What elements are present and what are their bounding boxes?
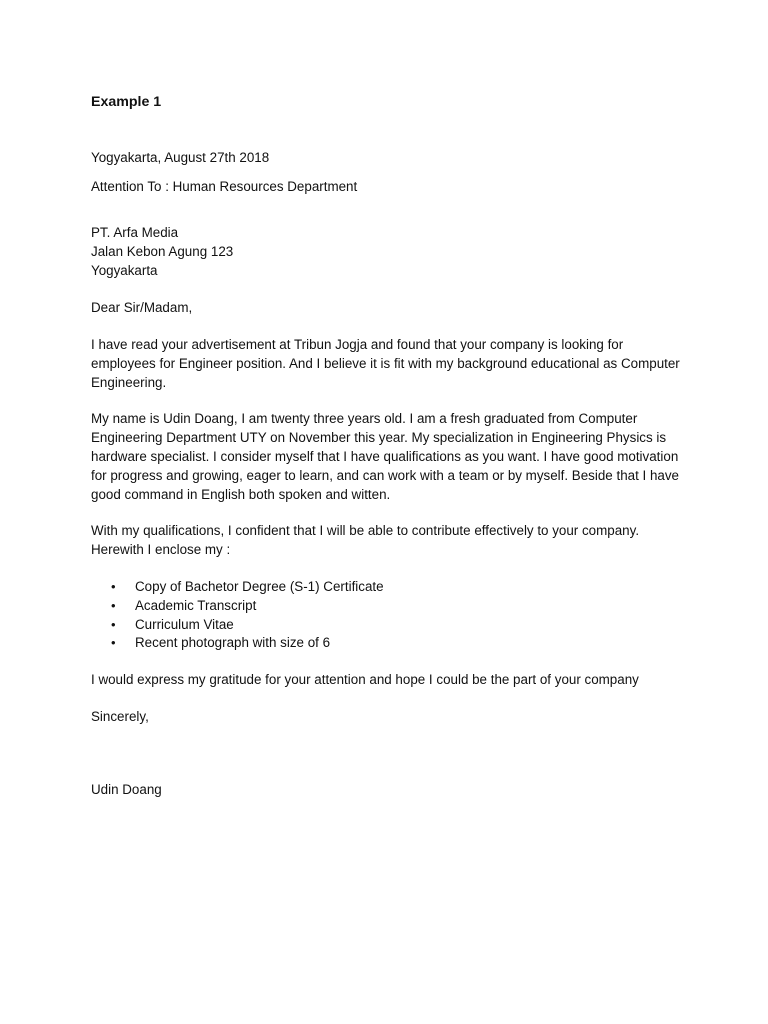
paragraph-background: My name is Udin Doang, I am twenty three years old. I am a fresh graduated from Computer Engineering Department UTY on November this year. My specialization in Engineering Physics is hardware specialist. I consider myself that I have qualifications as you want. I have good motivation for progress and growing, eager to learn, and can work with a team or by myself. Beside that I have good command in English both spoken and witten. (91, 411, 680, 502)
bullet-icon: • (111, 616, 116, 632)
address-line-city: Yogyakarta (91, 262, 158, 278)
date-line: Yogyakarta, August 27th 2018 (91, 150, 270, 165)
list-item-text: Copy of Bachetor Degree (S-1) Certificate (135, 578, 384, 594)
bullet-icon: • (111, 578, 116, 594)
list-item-text: Curriculum Vitae (135, 616, 234, 632)
address-line-street: Jalan Kebon Agung 123 (91, 243, 234, 259)
recipient-address (91, 224, 691, 282)
bullet-icon: • (111, 635, 116, 651)
enclosure-list (91, 578, 691, 653)
document-heading: Example 1 (91, 94, 162, 110)
list-item (91, 578, 691, 597)
paragraph-intro: I have read your advertisement at Tribun Jogja and found that your company is looking for employees for Engineer position. And I believe it is fit with my background educational as Computer Engineering. (91, 336, 680, 390)
address-line-company: PT. Arfa Media (91, 224, 179, 240)
paragraph-qualifications: With my qualifications, I confident that I will be able to contribute effectively to your company. Herewith I enclose my : (91, 523, 640, 558)
bullet-icon: • (111, 597, 116, 613)
salutation: Dear Sir/Madam, (91, 300, 193, 316)
letter-body (91, 91, 691, 800)
paragraph-gratitude: I would express my gratitude for your attention and hope I could be the part of your company (91, 672, 639, 688)
list-item (91, 616, 691, 635)
attention-line: Attention To : Human Resources Department (91, 178, 358, 194)
list-item-text: Recent photograph with size of 6 (135, 635, 331, 651)
list-item-text: Academic Transcript (135, 597, 257, 613)
closing: Sincerely, (91, 708, 149, 724)
signature-name: Udin Doang (91, 781, 162, 797)
list-item (91, 634, 691, 653)
list-item (91, 597, 691, 616)
